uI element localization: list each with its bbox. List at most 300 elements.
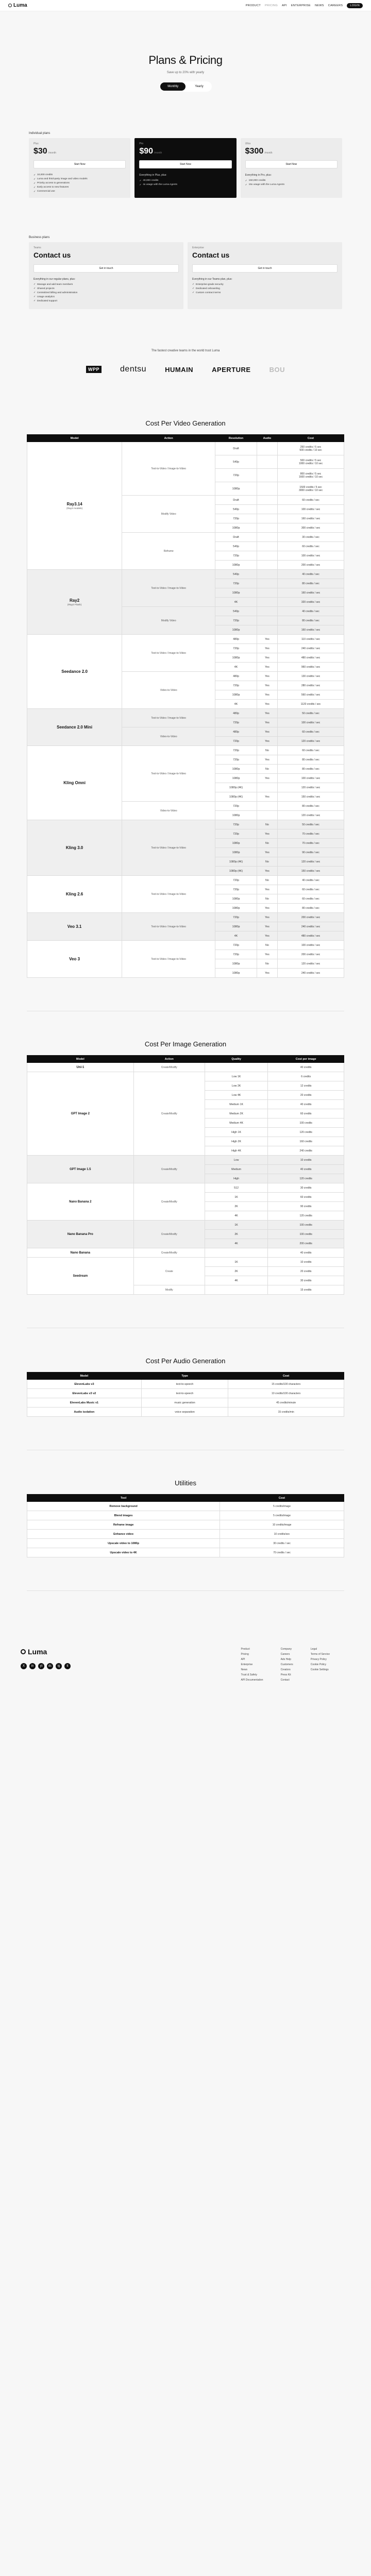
resolution-cell: 480p bbox=[215, 709, 257, 718]
table-row bbox=[27, 1380, 344, 1389]
table-row bbox=[27, 1248, 344, 1258]
hero bbox=[0, 11, 371, 92]
resolution-cell: 1080p bbox=[215, 561, 257, 570]
cost-cell: 20 credits bbox=[268, 1267, 344, 1276]
model-note: (Ray2 Flash) bbox=[67, 603, 82, 606]
table-row bbox=[27, 1408, 344, 1417]
audio-cell: Yes bbox=[257, 931, 277, 941]
nav-link-pricing[interactable]: PRICING bbox=[265, 4, 278, 7]
resolution-cell: 720p bbox=[215, 829, 257, 839]
start-now-button[interactable]: Start Now bbox=[33, 160, 126, 168]
resolution-cell: 720p bbox=[215, 885, 257, 894]
plan-feature: ✓ Dedicated support bbox=[33, 300, 179, 302]
audio-cell: Yes bbox=[257, 718, 277, 727]
logo[interactable] bbox=[8, 3, 27, 8]
cost-cell: 100 credits bbox=[268, 1118, 344, 1128]
column-header-model: Model bbox=[27, 1056, 134, 1063]
cost-cell: 40 credits / sec bbox=[278, 876, 344, 885]
cost-cell: 50 credits / sec bbox=[278, 820, 344, 829]
plan-feature: ✓ 150,000 credits bbox=[245, 179, 338, 182]
audio-cell: Yes bbox=[257, 635, 277, 644]
audio-cell: Yes bbox=[257, 672, 277, 681]
resolution-cell: 720p bbox=[215, 876, 257, 885]
cost-cell: 40 credits / sec bbox=[278, 607, 344, 616]
audio-cell: Yes bbox=[257, 644, 277, 653]
audio-cell: Yes bbox=[257, 969, 277, 978]
video-cost-table bbox=[27, 434, 344, 978]
cost-cell: 30 credits bbox=[268, 1276, 344, 1285]
model-name: Veo 3.1 bbox=[67, 924, 82, 929]
resolution-cell: 720p bbox=[215, 820, 257, 829]
footer-link-trust-safety[interactable]: Trust & Safety bbox=[241, 1673, 257, 1676]
column-header-cost: Cost bbox=[220, 1495, 344, 1502]
cost-cell: 6 credits bbox=[268, 1072, 344, 1081]
footer-link-careers[interactable]: Careers bbox=[280, 1653, 290, 1656]
table-row bbox=[27, 1398, 344, 1408]
resolution-cell: 1080p bbox=[215, 811, 257, 820]
model-name: Seedance 2.0 bbox=[61, 669, 88, 674]
cost-cell: 100 credits / sec bbox=[278, 941, 344, 950]
cost-cell: 10 credits/image bbox=[220, 1520, 344, 1530]
cost-cell: 10 credits/sec bbox=[220, 1530, 344, 1539]
audio-cell bbox=[257, 625, 277, 635]
cost-cell: 60 credits bbox=[268, 1109, 344, 1118]
image-cost-table bbox=[27, 1055, 344, 1295]
plan-feature: ✓ Luma and third-party image and video models bbox=[33, 178, 126, 180]
footer-link-cookie-settings[interactable]: Cookie Settings bbox=[310, 1668, 329, 1671]
action-cell: Text-to-Video / Image-to-Video bbox=[122, 941, 215, 978]
footer-link-enterprise[interactable]: Enterprise bbox=[241, 1663, 253, 1666]
quality-cell: Medium 1K bbox=[205, 1100, 268, 1109]
social-x-icon[interactable]: X bbox=[21, 1663, 27, 1669]
cost-cell: 100 credits / sec bbox=[278, 551, 344, 561]
column-header-tool: Tool bbox=[27, 1495, 220, 1502]
plan-price: $300 /month bbox=[245, 147, 273, 156]
cost-cell: 60 credits / sec bbox=[278, 727, 344, 737]
action-cell: Text-to-Video / Image-to-Video bbox=[122, 709, 215, 727]
cost-cell: 110 credits / sec bbox=[278, 635, 344, 644]
quality-cell: 512 bbox=[205, 1183, 268, 1193]
cost-cell: 120 credits / sec bbox=[278, 811, 344, 820]
plan-price-unit: /month bbox=[154, 151, 162, 155]
cost-cell: 240 credits / sec bbox=[278, 922, 344, 931]
footer-link-creators[interactable]: Creators bbox=[280, 1668, 291, 1671]
individual-plans-label: Individual plans bbox=[29, 132, 50, 135]
audio-cell bbox=[257, 482, 277, 496]
cost-cell: 40 credits bbox=[268, 1063, 344, 1072]
plan-features-lead: Everything in Pro, plus: bbox=[245, 174, 272, 177]
action-cell: Reframe bbox=[122, 533, 215, 570]
resolution-cell: 720p bbox=[215, 913, 257, 922]
plan-card-teams bbox=[29, 242, 183, 309]
get-in-touch-button[interactable]: Get in touch bbox=[33, 264, 179, 273]
table-row bbox=[27, 1072, 344, 1081]
audio-cell: No bbox=[257, 746, 277, 755]
logo-dentsu: dentsu bbox=[120, 365, 147, 374]
cost-cell: 200 credits / sec bbox=[278, 561, 344, 570]
action-cell: Create/Modify bbox=[133, 1072, 205, 1156]
tool-cell: Upscale video to 1080p bbox=[27, 1539, 220, 1548]
type-cell: music generation bbox=[141, 1398, 228, 1408]
cost-cell: 60 credits / sec bbox=[278, 746, 344, 755]
plan-price: $30 /month bbox=[33, 147, 56, 156]
plan-name: Teams bbox=[33, 246, 41, 249]
video-cost-title: Cost Per Video Generation bbox=[145, 419, 226, 427]
audio-cell: No bbox=[257, 876, 277, 885]
quality-cell: 2K bbox=[205, 1267, 268, 1276]
trust-text: The fastest creative teams in the world trust Luma bbox=[151, 349, 220, 352]
model-name: Kling Omni bbox=[63, 781, 86, 785]
social-in-icon[interactable]: in bbox=[29, 1663, 36, 1669]
table-row bbox=[27, 1183, 344, 1193]
audio-cell bbox=[257, 442, 277, 455]
resolution-cell: 1080p (4K) bbox=[215, 857, 257, 867]
toggle-yearly[interactable]: Yearly bbox=[195, 85, 204, 88]
model-cell: Nano Banana bbox=[27, 1248, 134, 1258]
model-cell bbox=[27, 709, 122, 746]
cost-cell: 30 credits bbox=[268, 1183, 344, 1193]
resolution-cell: 720p bbox=[215, 469, 257, 482]
audio-cost-section bbox=[0, 1357, 371, 1417]
audio-cell: Yes bbox=[257, 829, 277, 839]
cost-cell: 90 credits bbox=[268, 1202, 344, 1211]
cost-cell: 130 credits / sec bbox=[278, 672, 344, 681]
cost-cell: 500 credits / 5 sec 1000 credits / 10 sec bbox=[278, 455, 344, 469]
cost-cell: 10 credits/100 characters bbox=[228, 1389, 344, 1398]
quality-cell: Medium 4K bbox=[205, 1118, 268, 1128]
luma-logo-icon bbox=[21, 1649, 26, 1654]
plan-card-ultra bbox=[241, 138, 342, 198]
footer-col-legal bbox=[311, 1648, 330, 1730]
table-row bbox=[27, 570, 344, 579]
resolution-cell: 1080p bbox=[215, 959, 257, 969]
audio-cell bbox=[257, 802, 277, 811]
table-row bbox=[27, 941, 344, 950]
resolution-cell: 480p bbox=[215, 727, 257, 737]
footer-link-cookie-policy[interactable]: Cookie Policy bbox=[310, 1663, 327, 1666]
start-now-button[interactable]: Start Now bbox=[245, 160, 338, 168]
plan-price: $90 /month bbox=[139, 147, 162, 156]
plan-name: Enterprise bbox=[192, 246, 204, 249]
cost-cell: 5 credits/image bbox=[220, 1511, 344, 1520]
social-yt-icon[interactable]: yt bbox=[38, 1663, 44, 1669]
nav-link-api[interactable]: API bbox=[282, 4, 287, 7]
action-cell: Video-to-Video bbox=[122, 727, 215, 746]
plan-features bbox=[33, 283, 179, 302]
cost-cell: 90 credits / sec bbox=[278, 848, 344, 857]
cost-cell: 480 credits / sec bbox=[278, 653, 344, 663]
resolution-cell: 720p bbox=[215, 681, 257, 690]
cost-cell: 160 credits bbox=[268, 1137, 344, 1146]
resolution-cell: 1080p (4K) bbox=[215, 783, 257, 792]
tool-cell: Upscale video to 4K bbox=[27, 1548, 220, 1557]
quality-cell: 2K bbox=[205, 1202, 268, 1211]
cost-cell: 280 credits / sec bbox=[278, 681, 344, 690]
billing-toggle bbox=[159, 81, 211, 92]
audio-cell: Yes bbox=[257, 950, 277, 959]
column-header-model: Model bbox=[27, 435, 122, 442]
model-cell: ElevenLabs v3 v2 bbox=[27, 1389, 142, 1398]
utilities-title: Utilities bbox=[175, 1479, 196, 1487]
nav-links bbox=[246, 3, 363, 8]
cost-cell: 80 credits / sec bbox=[278, 755, 344, 765]
cost-cell: 120 credits / sec bbox=[278, 737, 344, 746]
footer-link-api[interactable]: API bbox=[241, 1658, 245, 1661]
resolution-cell: 720p bbox=[215, 941, 257, 950]
quality-cell: 4K bbox=[205, 1211, 268, 1221]
plan-name: Ultra bbox=[245, 142, 251, 145]
audio-cell: No bbox=[257, 820, 277, 829]
table-row bbox=[27, 442, 344, 455]
column-header-action: Action bbox=[122, 435, 215, 442]
cost-cell: 15 credits bbox=[268, 1285, 344, 1295]
table-header-row bbox=[27, 1495, 344, 1502]
audio-cell: Yes bbox=[257, 755, 277, 765]
plan-price-unit: /month bbox=[48, 151, 56, 155]
social-tt-icon[interactable]: tt bbox=[64, 1663, 71, 1669]
cost-cell: 200 credits bbox=[268, 1239, 344, 1248]
audio-cell bbox=[257, 505, 277, 514]
resolution-cell: 720p bbox=[215, 802, 257, 811]
action-cell: Text-to-Video / Image-to-Video bbox=[122, 913, 215, 941]
model-cell: Nano Banana 2 bbox=[27, 1183, 134, 1221]
quality-cell: Low 4K bbox=[205, 1091, 268, 1100]
image-cost-section bbox=[0, 1040, 371, 1295]
business-plans-label: Business plans bbox=[29, 236, 50, 239]
cost-cell: 70 credits / sec bbox=[278, 829, 344, 839]
audio-cell bbox=[257, 455, 277, 469]
plan-card-pro bbox=[134, 138, 236, 198]
action-cell: Create/Modify bbox=[133, 1183, 205, 1221]
resolution-cell: Draft bbox=[215, 442, 257, 455]
cost-cell: 100 credits bbox=[268, 1230, 344, 1239]
nav-link-product[interactable]: PRODUCT bbox=[245, 4, 261, 7]
footer-brand[interactable] bbox=[21, 1648, 71, 1656]
resolution-cell: 540p bbox=[215, 607, 257, 616]
nav-link-enterprise[interactable]: ENTERPRISE bbox=[291, 4, 311, 7]
plan-feature: ✓ Early access to new features bbox=[33, 186, 126, 189]
footer-link-ads-help[interactable]: Ads Help bbox=[280, 1658, 291, 1661]
model-cell bbox=[27, 442, 122, 570]
column-header-type: Type bbox=[141, 1372, 228, 1380]
audio-cell bbox=[257, 514, 277, 523]
page-title: Plans & Pricing bbox=[148, 54, 223, 66]
table-header-row bbox=[27, 435, 344, 442]
table-row bbox=[27, 1063, 344, 1072]
audio-cell bbox=[257, 561, 277, 570]
action-cell: Modify Video bbox=[122, 607, 215, 635]
model-name: Seedance 2.0 Mini bbox=[57, 725, 93, 730]
resolution-cell: 720p bbox=[215, 950, 257, 959]
start-now-button[interactable]: Start Now bbox=[139, 160, 231, 168]
cost-cell: 480 credits / sec bbox=[278, 931, 344, 941]
audio-cell bbox=[257, 579, 277, 588]
cost-cell: 960 credits / sec bbox=[278, 663, 344, 672]
footer-link-customers[interactable]: Customers bbox=[280, 1663, 293, 1666]
resolution-cell: 1080p bbox=[215, 690, 257, 700]
audio-cell: Yes bbox=[257, 848, 277, 857]
cost-cell: 120 credits / sec bbox=[278, 857, 344, 867]
table-row bbox=[27, 1530, 344, 1539]
table-row bbox=[27, 876, 344, 885]
quality-cell: 1K bbox=[205, 1193, 268, 1202]
cost-cell: 1500 credits / 5 sec 3000 credits / 10 sec bbox=[278, 482, 344, 496]
audio-cell bbox=[257, 551, 277, 561]
footer-link-press-kit[interactable]: Press Kit bbox=[280, 1673, 291, 1676]
quality-cell: High 1K bbox=[205, 1128, 268, 1137]
resolution-cell: Draft bbox=[215, 533, 257, 542]
image-cost-title: Cost Per Image Generation bbox=[144, 1040, 227, 1048]
audio-cell: No bbox=[257, 839, 277, 848]
footer-link-api-documentation[interactable]: API Documentation bbox=[241, 1679, 263, 1682]
nav-link-news[interactable]: NEWS bbox=[314, 4, 324, 7]
cost-cell: 40 credits bbox=[268, 1248, 344, 1258]
nav-link-careers[interactable]: CAREERS bbox=[328, 4, 343, 7]
audio-cell: Yes bbox=[257, 885, 277, 894]
quality-cell: 1K bbox=[205, 1221, 268, 1230]
audio-cell: No bbox=[257, 941, 277, 950]
audio-cell: Yes bbox=[257, 913, 277, 922]
audio-cell bbox=[257, 570, 277, 579]
resolution-cell: 1080p bbox=[215, 839, 257, 848]
luma-logo-icon bbox=[8, 4, 12, 7]
audio-cell: Yes bbox=[257, 922, 277, 931]
plan-name: Pro bbox=[139, 142, 144, 145]
resolution-cell: 720p bbox=[215, 737, 257, 746]
quality-cell: Low bbox=[205, 1156, 268, 1165]
cost-cell: 10 credits bbox=[268, 1258, 344, 1267]
quality-cell: 4K bbox=[205, 1239, 268, 1248]
cost-cell: 15 credits/100 characters bbox=[228, 1380, 344, 1389]
action-cell: Video-to-Video bbox=[122, 672, 215, 709]
audio-cell: Yes bbox=[257, 792, 277, 802]
cost-cell: 70 credits / sec bbox=[278, 839, 344, 848]
resolution-cell: 480p bbox=[215, 635, 257, 644]
footer-link-pricing[interactable]: Pricing bbox=[241, 1653, 249, 1656]
plan-features bbox=[139, 179, 231, 186]
cost-cell: 40 credits / sec bbox=[278, 570, 344, 579]
cost-cell: 120 credits bbox=[268, 1174, 344, 1183]
cost-cell: 800 credits / 5 sec 1600 credits / 10 sec bbox=[278, 469, 344, 482]
get-in-touch-button[interactable]: Get in touch bbox=[192, 264, 338, 273]
cost-cell: 100 credits / sec bbox=[278, 774, 344, 783]
table-row bbox=[27, 1221, 344, 1230]
audio-cell bbox=[257, 533, 277, 542]
column-header-audio: Audio bbox=[257, 435, 277, 442]
table-row bbox=[27, 1520, 344, 1530]
plan-card-plus bbox=[29, 138, 130, 198]
quality-cell: 4K bbox=[205, 1276, 268, 1285]
type-cell: text-to-speech bbox=[141, 1389, 228, 1398]
audio-cell bbox=[257, 496, 277, 505]
cost-cell: 160 credits / sec bbox=[278, 625, 344, 635]
footer-link-contact[interactable]: Contact bbox=[280, 1679, 290, 1682]
column-header-cost-per-image: Cost per image bbox=[268, 1056, 344, 1063]
audio-cost-table bbox=[27, 1372, 344, 1417]
social-ig-icon[interactable]: ig bbox=[56, 1663, 62, 1669]
resolution-cell: 540p bbox=[215, 542, 257, 551]
model-cell: GPT Image 1.5 bbox=[27, 1156, 134, 1183]
quality-cell: Low 1K bbox=[205, 1072, 268, 1081]
cost-cell: 80 credits / sec bbox=[278, 579, 344, 588]
cost-cell: 60 credits / sec bbox=[278, 542, 344, 551]
resolution-cell: 540p bbox=[215, 570, 257, 579]
resolution-cell: 4K bbox=[215, 598, 257, 607]
footer-link-news[interactable]: News bbox=[241, 1668, 247, 1671]
top-nav bbox=[0, 0, 371, 11]
login-button[interactable]: LOGIN bbox=[347, 3, 363, 8]
plan-feature: ✓ Custom contract terms bbox=[192, 292, 338, 294]
audio-cell: Yes bbox=[257, 867, 277, 876]
action-cell: Text-to-Video / Image-to-Video bbox=[122, 442, 215, 496]
cost-cell: 300 credits / sec bbox=[278, 523, 344, 533]
cost-cell: 100 credits bbox=[268, 1221, 344, 1230]
social-dc-icon[interactable]: dc bbox=[47, 1663, 53, 1669]
column-header-action: Action bbox=[133, 1056, 205, 1063]
resolution-cell: 1080p bbox=[215, 765, 257, 774]
footer-link-company: Company bbox=[280, 1648, 292, 1651]
plan-features-lead: Everything in our regular plans, plus: bbox=[33, 278, 76, 281]
plan-feature: ✓ 4x usage with the Luma Agents bbox=[139, 183, 231, 186]
footer bbox=[0, 1648, 371, 1730]
cost-cell: 30 credits / sec bbox=[220, 1539, 344, 1548]
logo-aperture: APERTURE bbox=[212, 365, 251, 374]
table-row bbox=[27, 820, 344, 829]
quality-cell: Low 2K bbox=[205, 1081, 268, 1091]
audio-cell: Yes bbox=[257, 904, 277, 913]
logo-humain: HUMAIN bbox=[165, 365, 194, 374]
footer-link-privacy-policy[interactable]: Privacy Policy bbox=[310, 1658, 327, 1661]
cost-cell: 15 credits/min bbox=[228, 1408, 344, 1417]
plan-features-lead: Everything in our Teams plan, plus: bbox=[192, 278, 232, 281]
model-cell: Nano Banana Pro bbox=[27, 1221, 134, 1248]
audio-cell bbox=[257, 469, 277, 482]
action-cell: Create bbox=[133, 1258, 205, 1285]
action-cell: Create/Modify bbox=[133, 1248, 205, 1258]
quality-cell: High 4K bbox=[205, 1146, 268, 1156]
cost-cell: 200 credits / sec bbox=[278, 950, 344, 959]
resolution-cell: 1080p bbox=[215, 922, 257, 931]
plan-feature: ✓ 10,000 credits bbox=[33, 174, 126, 176]
model-cell bbox=[27, 941, 122, 978]
footer-columns bbox=[241, 1648, 330, 1730]
logo-text: Luma bbox=[13, 3, 27, 8]
cost-cell: 80 credits / sec bbox=[278, 616, 344, 625]
business-plans bbox=[0, 242, 371, 309]
audio-cell: Yes bbox=[257, 709, 277, 718]
cost-cell: 250 credits / 5 sec 500 credits / 10 sec bbox=[278, 442, 344, 455]
table-header-row bbox=[27, 1372, 344, 1380]
footer-link-terms-of-service[interactable]: Terms of Service bbox=[310, 1653, 330, 1656]
audio-cell bbox=[257, 523, 277, 533]
plan-feature: ✓ Manage and add team members bbox=[33, 283, 179, 286]
type-cell: voice separation bbox=[141, 1408, 228, 1417]
cost-cell: 200 credits / sec bbox=[278, 913, 344, 922]
audio-cell: Yes bbox=[257, 737, 277, 746]
model-name: Kling 2.6 bbox=[65, 892, 83, 896]
toggle-monthly[interactable]: Monthly bbox=[160, 82, 185, 91]
cost-cell: 80 credits / sec bbox=[278, 802, 344, 811]
resolution-cell: 720p bbox=[215, 551, 257, 561]
resolution-cell: 1080p bbox=[215, 894, 257, 904]
quality-cell bbox=[205, 1248, 268, 1258]
action-cell: Create/Modify bbox=[133, 1221, 205, 1248]
plan-feature: ✓ Dedicated onboarding bbox=[192, 287, 338, 290]
model-name: Ray2 bbox=[70, 598, 80, 603]
cost-cell: 160 credits / sec bbox=[278, 514, 344, 523]
resolution-cell: 1080p bbox=[215, 848, 257, 857]
table-row bbox=[27, 913, 344, 922]
